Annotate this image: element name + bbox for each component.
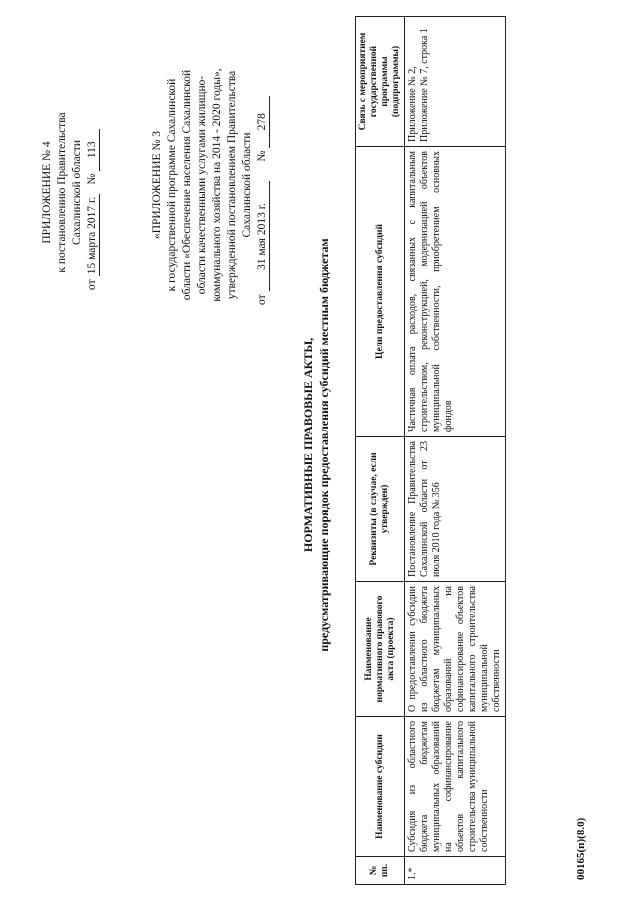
table-header-row: [356, 17, 405, 885]
appendix-4-line1: к постановлению Правительства: [56, 112, 68, 273]
appendix-3-from-label: от: [256, 294, 268, 305]
cell-subsidy: Субсидия из областного бюджета бюджетам муниципальных образований на софинансирование объектов капитального строительства муниципальной собственности: [405, 717, 506, 857]
appendix-4-from-label: от: [86, 279, 98, 290]
appendix-4-title: ПРИЛОЖЕНИЕ № 4: [41, 141, 53, 244]
appendix-3-title: «ПРИЛОЖЕНИЕ № 3: [151, 131, 163, 240]
appendix-4-line2: Сахалинской области: [71, 140, 83, 245]
cell-requisites: Постановление Правительства Сахалинской области от 23 июля 2010 года № 356: [405, 437, 506, 582]
appendix-3-text: к государственной программе Сахалинской области «Обеспечение населения Сахалинской области качественными услугами жилищно-коммунального хозяйства на 2014 - 2020 годы», утвержденной постановлением Правительства Сахалинской области: [166, 68, 253, 302]
appendix-4-number: 113: [86, 129, 100, 171]
header-num: № пп.: [356, 857, 405, 885]
document-heading: [300, 185, 332, 705]
header-act: Наименование нормативного правового акта (проекта): [356, 582, 405, 717]
header-program-link: Связь с мероприятием государственной программы (подпрограммы): [356, 17, 405, 147]
table-row: [405, 17, 506, 885]
appendix-3-date: 31 мая 2013 г.: [256, 182, 270, 292]
header-requisites: Реквизиты (в случае, если утвержден): [356, 437, 405, 582]
document-code: 00165(п)(8.0): [575, 817, 587, 880]
appendix-4-date-line: [85, 95, 100, 290]
appendix-3-number: 278: [256, 96, 270, 148]
heading-line1: НОРМАТИВНЫЕ ПРАВОВЫЕ АКТЫ,: [301, 337, 315, 553]
cell-program-link: Приложение № 2, Приложение № 7, строка 1: [405, 17, 506, 147]
header-goals: Цели предоставления субсидий: [356, 147, 405, 437]
appendix-4-date: 15 марта 2017 г.: [86, 195, 100, 277]
appendix-3-number-label: №: [256, 150, 268, 162]
appendix-3-date-line: [255, 65, 270, 305]
appendix-4-number-label: №: [86, 173, 98, 185]
cell-goals: Частичная оплата расходов, связанных с капитальным строительством, реконструкцией, модернизацией объектов муниципальной собственности, приобретением основных фондов: [405, 147, 506, 437]
cell-num: 1.*: [405, 857, 506, 885]
appendix-3-header: [150, 65, 270, 305]
header-subsidy: Наименование субсидии: [356, 717, 405, 857]
subsidy-acts-table: [355, 16, 506, 885]
appendix-4-header: [40, 95, 100, 290]
cell-act: О предоставлении субсидии из областного бюджета бюджетам муниципальных образований на софинансирование объектов капитального строительства муниципальной собственности: [405, 582, 506, 717]
heading-line2: предусматривающие порядок предоставления субсидий местным бюджетам: [317, 238, 331, 652]
